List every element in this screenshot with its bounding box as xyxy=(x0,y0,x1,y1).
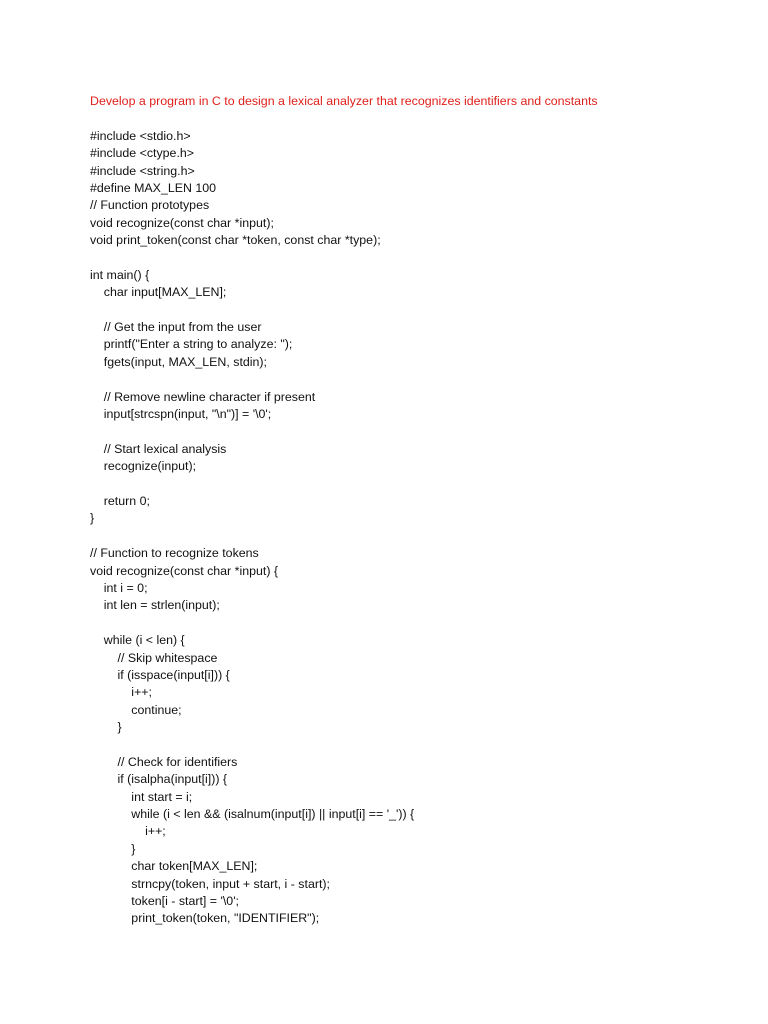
code-line: return 0; xyxy=(90,493,150,508)
code-line: fgets(input, MAX_LEN, stdin); xyxy=(90,354,267,369)
code-line: strncpy(token, input + start, i - start); xyxy=(90,876,330,891)
code-line: int start = i; xyxy=(90,789,193,804)
document-title: Develop a program in C to design a lexical analyzer that recognizes identifiers and constants xyxy=(90,94,598,108)
code-line xyxy=(90,736,750,753)
code-line: // Remove newline character if present xyxy=(90,389,316,404)
code-line: void recognize(const char *input); xyxy=(90,215,274,230)
code-line: void recognize(const char *input) { xyxy=(90,563,279,578)
code-line: i++; xyxy=(90,824,166,839)
code-line: } xyxy=(90,511,95,526)
code-line: #include <string.h> xyxy=(90,163,195,178)
document-page xyxy=(90,93,750,928)
code-line: print_token(token, "IDENTIFIER"); xyxy=(90,911,320,926)
code-line: } xyxy=(90,720,122,735)
code-line: while (i < len && (isalnum(input[i]) || input[i] == '_')) { xyxy=(90,807,415,822)
code-line: recognize(input); xyxy=(90,459,197,474)
code-line xyxy=(90,302,750,319)
code-line xyxy=(90,476,750,493)
code-line xyxy=(90,371,750,388)
code-line: token[i - start] = '\0'; xyxy=(90,893,239,908)
code-line: } xyxy=(90,841,136,856)
code-line: // Skip whitespace xyxy=(90,650,218,665)
code-line: int i = 0; xyxy=(90,580,148,595)
code-line: if (isalpha(input[i])) { xyxy=(90,772,228,787)
code-line: char input[MAX_LEN]; xyxy=(90,285,227,300)
code-line: continue; xyxy=(90,702,182,717)
code-block xyxy=(90,128,750,928)
code-line xyxy=(90,615,750,632)
code-line xyxy=(90,250,750,267)
code-line: int len = strlen(input); xyxy=(90,598,220,613)
code-line: printf("Enter a string to analyze: "); xyxy=(90,337,293,352)
code-line: // Check for identifiers xyxy=(90,754,238,769)
code-line xyxy=(90,423,750,440)
code-line: int main() { xyxy=(90,267,150,282)
code-line: #include <ctype.h> xyxy=(90,146,195,161)
code-line: input[strcspn(input, "\n")] = '\0'; xyxy=(90,407,272,422)
code-line: i++; xyxy=(90,685,152,700)
code-line: #include <stdio.h> xyxy=(90,128,191,143)
spacer xyxy=(90,110,750,127)
code-line: while (i < len) { xyxy=(90,633,185,648)
code-line: if (isspace(input[i])) { xyxy=(90,667,230,682)
code-line: // Function prototypes xyxy=(90,198,210,213)
code-line: #define MAX_LEN 100 xyxy=(90,180,217,195)
code-line: // Start lexical analysis xyxy=(90,441,227,456)
code-line xyxy=(90,528,750,545)
code-line: void print_token(const char *token, const char *type); xyxy=(90,233,381,248)
code-line: // Get the input from the user xyxy=(90,320,262,335)
code-line: char token[MAX_LEN]; xyxy=(90,859,258,874)
code-line: // Function to recognize tokens xyxy=(90,546,259,561)
